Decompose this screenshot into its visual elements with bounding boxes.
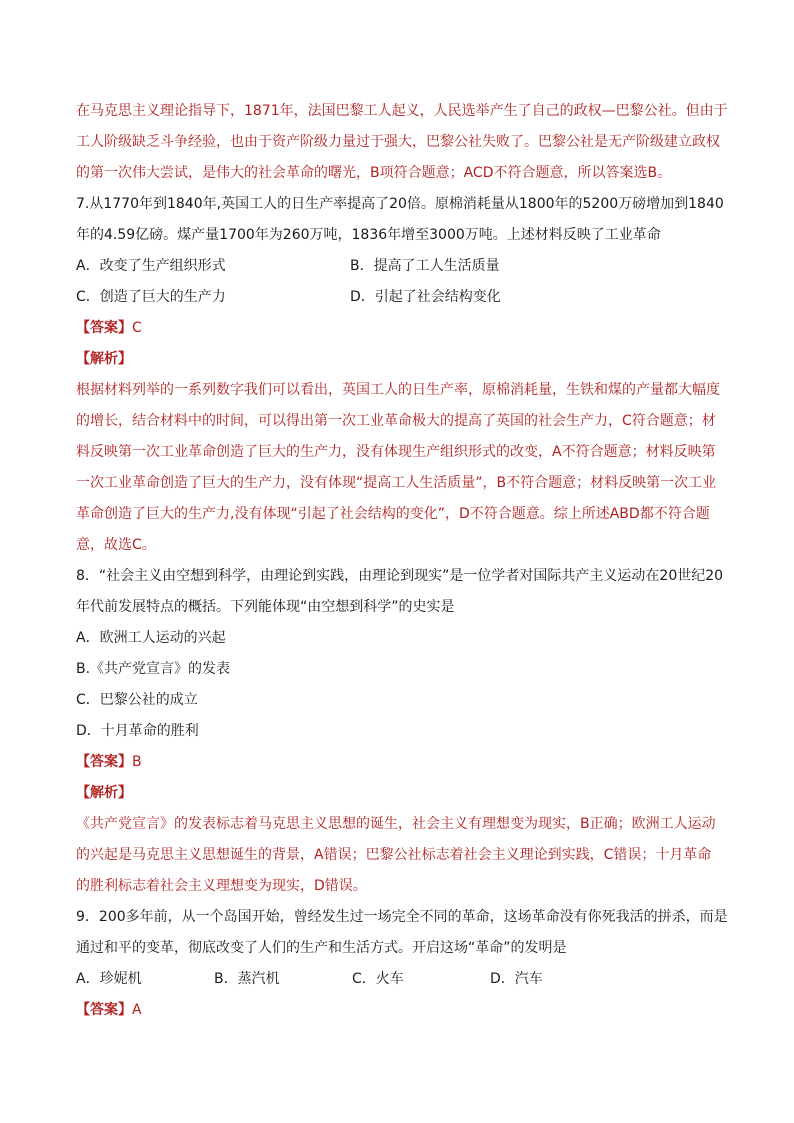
- q7-analysis-tag: 【解析】: [76, 351, 132, 367]
- q8-analysis-line-2: 的兴起是马克思主义思想诞生的背景，A错误；巴黎公社标志着社会主义理论到实践，C错误；十月革命: [76, 847, 712, 863]
- q8-stem-line-1: 8．“社会主义由空想到科学，由理论到实践，由理论到现实”是一位学者对国际共产主义运动在20世纪20: [76, 568, 724, 584]
- q9-stem-line-1: 9．200多年前，从一个岛国开始，曾经发生过一场完全不同的革命，这场革命没有你死我活的拼杀，而是: [76, 909, 728, 925]
- q8-answer-value: B: [132, 754, 142, 770]
- q9-option-a: A．珍妮机: [76, 971, 142, 987]
- q9-option-b: B．蒸汽机: [214, 971, 280, 987]
- q7-stem-line-2: 年的4.59亿磅。煤产量1700年为260万吨，1836年增至3000万吨。上述材料反映了工业革命: [76, 227, 661, 243]
- q8-option-b: B.《共产党宣言》的发表: [76, 661, 231, 677]
- q8-analysis-line-3: 的胜利标志着社会主义理想变为现实，D错误。: [76, 878, 367, 894]
- q9-answer: [76, 995, 722, 1026]
- q7-stem-line-1: 7.从1770年到1840年,英国工人的日生产率提高了20倍。原棉消耗量从1800年的5200万磅增加到1840: [76, 196, 724, 212]
- q7-analysis-line-5: 革命创造了巨大的生产力,没有体现“引起了社会结构的变化”，D不符合题意。综上所述ABD都不符合题: [76, 506, 710, 522]
- q7-options-row-2: [76, 282, 722, 313]
- q8-answer: [76, 747, 722, 778]
- q7-analysis-line-4: 一次工业革命创造了巨大的生产力，没有体现“提高工人生活质量”，B不符合题意；材料反映第一次工业: [76, 475, 717, 491]
- q7-option-a: A．改变了生产组织形式: [76, 258, 226, 274]
- q7-answer-value: C: [132, 320, 142, 336]
- q9-answer-value: A: [132, 1002, 142, 1018]
- q8-option-a: A．欧洲工人运动的兴起: [76, 630, 226, 646]
- q8-answer-tag: 【答案】: [76, 754, 132, 770]
- q7-options-row-1: [76, 251, 722, 282]
- q7-option-c: C．创造了巨大的生产力: [76, 289, 226, 305]
- q8-analysis-tag: 【解析】: [76, 785, 132, 801]
- prev-analysis-line-3: 的第一次伟大尝试，是伟大的社会革命的曙光，B项符合题意；ACD不符合题意，所以答案选B。: [76, 165, 672, 181]
- prev-analysis-line-1: 在马克思主义理论指导下，1871年，法国巴黎工人起义，人民选举产生了自己的政权—巴黎公社。但由于: [76, 103, 728, 119]
- document-page: [76, 96, 728, 1026]
- q8-analysis-line-1: 《共产党宣言》的发表标志着马克思主义思想的诞生，社会主义有理想变为现实，B正确；欧洲工人运动: [76, 816, 716, 832]
- q7-analysis-line-3: 料反映第一次工业革命创造了巨大的生产力，没有体现生产组织形式的改变，A不符合题意；材料反映第: [76, 444, 716, 460]
- q7-option-d: D．引起了社会结构变化: [350, 289, 501, 305]
- q7-analysis-line-2: 的增长，结合材料中的时间，可以得出第一次工业革命极大的提高了英国的社会生产力，C符合题意；材: [76, 413, 716, 429]
- q9-answer-tag: 【答案】: [76, 1002, 132, 1018]
- q7-analysis-line-6: 意，故选C。: [76, 537, 156, 553]
- q9-stem-line-2: 通过和平的变革，彻底改变了人们的生产和生活方式。开启这场“革命”的发明是: [76, 940, 567, 956]
- q7-answer: [76, 313, 722, 344]
- q9-options-row: [76, 964, 722, 995]
- prev-analysis-line-2: 工人阶级缺乏斗争经验，也由于资产阶级力量过于强大，巴黎公社失败了。巴黎公社是无产阶级建立政权: [76, 134, 720, 150]
- q8-option-d: D．十月革命的胜利: [76, 723, 199, 739]
- q9-option-c: C．火车: [352, 971, 404, 987]
- q7-option-b: B．提高了工人生活质量: [350, 258, 500, 274]
- q8-option-c: C．巴黎公社的成立: [76, 692, 198, 708]
- q9-option-d: D．汽车: [490, 971, 543, 987]
- q7-analysis-line-1: 根据材料列举的一系列数字我们可以看出，英国工人的日生产率，原棉消耗量，生铁和煤的产量都大幅度: [76, 382, 720, 398]
- q8-stem-line-2: 年代前发展特点的概括。下列能体现“由空想到科学”的史实是: [76, 599, 455, 615]
- q7-answer-tag: 【答案】: [76, 320, 132, 336]
